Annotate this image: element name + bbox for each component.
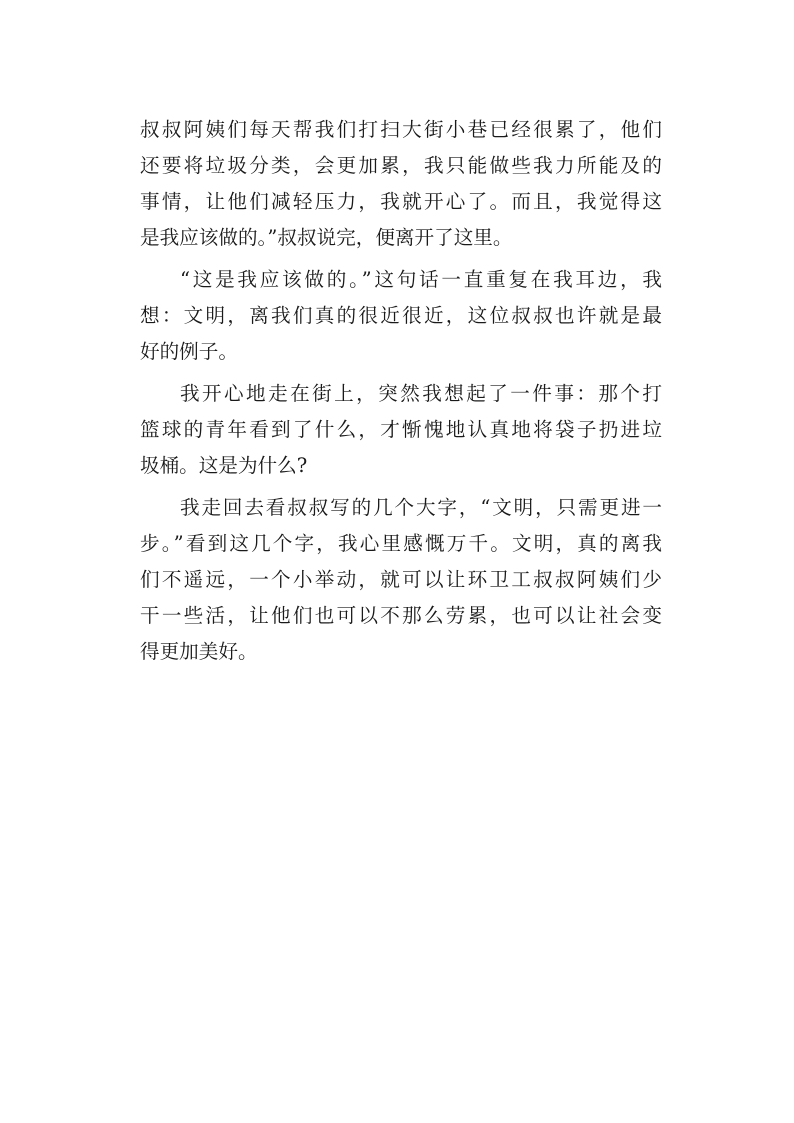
text-line: 事情，让他们减轻压力，我就开心了。而且，我觉得这 <box>140 190 662 213</box>
text-line: 圾桶。这是为什么? <box>140 454 308 477</box>
text-line: 想：文明，离我们真的很近很近，这位叔叔也许就是最 <box>140 304 662 327</box>
text-line: 好的例子。 <box>140 340 238 363</box>
paragraph <box>140 112 662 256</box>
text-line: “这是我应该做的。”这句话一直重复在我耳边，我 <box>180 268 662 291</box>
paragraph <box>140 490 662 670</box>
document-page <box>140 112 662 670</box>
text-line: 得更加美好。 <box>140 640 258 663</box>
text-line: 我开心地走在街上，突然我想起了一件事：那个打 <box>180 382 662 405</box>
text-line: 还要将垃圾分类，会更加累，我只能做些我力所能及的 <box>140 154 662 177</box>
text-line: 步。”看到这几个字，我心里感慨万千。文明，真的离我 <box>140 532 662 555</box>
text-line: 篮球的青年看到了什么，才惭愧地认真地将袋子扔进垃 <box>140 418 662 441</box>
text-line: 我走回去看叔叔写的几个大字，“文明，只需更进一 <box>180 496 662 519</box>
paragraph <box>140 376 662 484</box>
text-line: 们不遥远，一个小举动，就可以让环卫工叔叔阿姨们少 <box>140 568 662 591</box>
text-line: 是我应该做的。”叔叔说完，便离开了这里。 <box>140 226 513 249</box>
paragraph <box>140 262 662 370</box>
text-line: 叔叔阿姨们每天帮我们打扫大街小巷已经很累了，他们 <box>140 118 662 141</box>
text-line: 干一些活，让他们也可以不那么劳累，也可以让社会变 <box>140 604 662 627</box>
